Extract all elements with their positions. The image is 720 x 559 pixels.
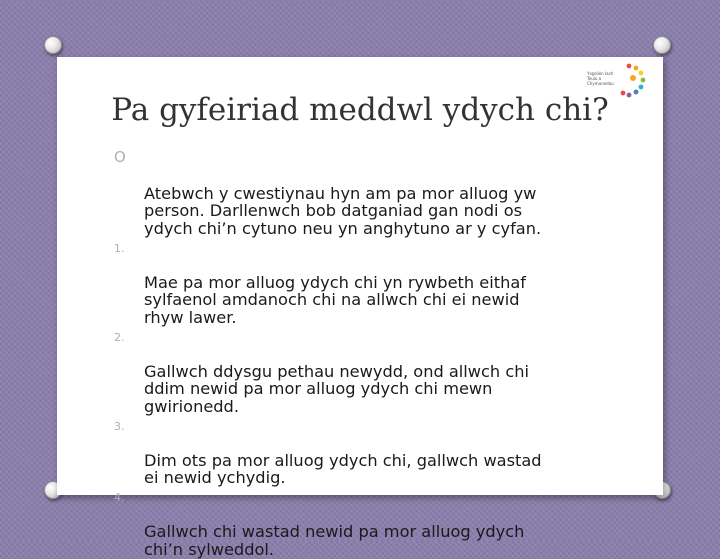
item-number: 3. bbox=[114, 419, 125, 433]
pin-top-left bbox=[44, 36, 62, 54]
item-text: Mae pa mor alluog ydych chi yn rywbeth eithaf sylfaenol amdanoch chi na allwch chi ei newid rhyw lawer. bbox=[144, 272, 526, 328]
list-item bbox=[114, 327, 614, 416]
logo-dot bbox=[627, 64, 632, 69]
list-item bbox=[114, 238, 614, 327]
list-item bbox=[114, 487, 614, 558]
question-list bbox=[114, 149, 614, 558]
intro-paragraph bbox=[114, 149, 614, 238]
list-item bbox=[114, 416, 614, 487]
bullet-marker: O bbox=[114, 148, 126, 166]
item-text: Dim ots pa mor alluog ydych chi, gallwch wastad ei newid ychydig. bbox=[144, 450, 542, 488]
logo-dot bbox=[641, 78, 646, 83]
logo-dot bbox=[630, 75, 636, 81]
item-number: 4. bbox=[114, 491, 125, 505]
logo-dot bbox=[634, 66, 639, 71]
item-text: Gallwch chi wastad newid pa mor alluog ydych chi’n sylweddol. bbox=[144, 521, 525, 559]
logo-dot bbox=[639, 71, 644, 76]
item-text: Gallwch ddysgu pethau newydd, ond allwch chi ddim newid pa mor alluog ydych chi mewn gwirionedd. bbox=[144, 361, 529, 417]
item-number: 1. bbox=[114, 241, 125, 255]
pin-top-right bbox=[653, 36, 671, 54]
item-number: 2. bbox=[114, 330, 125, 344]
logo-dot bbox=[639, 85, 644, 90]
logo-text: Ysgolion Iach Teulu a Chymunedau bbox=[587, 71, 614, 86]
intro-text: Atebwch y cwestiynau hyn am pa mor alluog yw person. Darllenwch bob datganiad gan nodi os ydych chi’n cytuno neu yn anghytuno ar y cyfan. bbox=[144, 183, 542, 239]
slide-title: Pa gyfeiriad meddwl ydych chi? bbox=[111, 92, 609, 128]
